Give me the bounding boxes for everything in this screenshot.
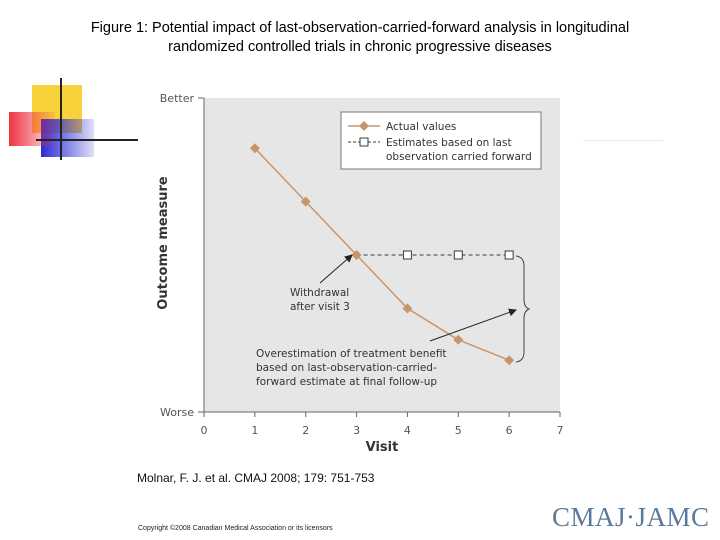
y-tick-label: Worse — [160, 406, 194, 419]
annotation-overestimation-line-1: Overestimation of treatment benefit — [256, 348, 447, 360]
estimate-point — [505, 251, 513, 259]
annotation-withdrawal-line-2: after visit 3 — [290, 301, 350, 313]
legend-label-estimate-line-1: Estimates based on last — [386, 137, 512, 149]
copyright-notice: Copyright ©2008 Canadian Medical Association or its licensors — [138, 525, 333, 532]
figure-title-line-1: Figure 1: Potential impact of last-observation-carried-forward analysis in longitudinal — [90, 20, 630, 36]
y-tick-label: Better — [159, 92, 194, 105]
legend-label-estimate-line-2: observation carried forward — [386, 151, 532, 163]
estimate-point — [403, 251, 411, 259]
x-tick-label: 6 — [505, 424, 513, 437]
estimate-point — [454, 251, 462, 259]
x-tick-label: 0 — [200, 424, 208, 437]
x-tick-label: 2 — [302, 424, 310, 437]
legend — [341, 112, 541, 169]
legend-marker-estimate — [360, 138, 368, 146]
x-tick-label: 3 — [353, 424, 361, 437]
annotation-withdrawal-line-1: Withdrawal — [290, 287, 350, 299]
x-tick-label: 7 — [556, 424, 564, 437]
y-axis-label: Outcome measure — [156, 176, 171, 310]
citation: Molnar, F. J. et al. CMAJ 2008; 179: 751-753 — [137, 471, 375, 485]
cmaj-jamc-logo: CMAJ·JAMC — [552, 502, 710, 532]
annotation-overestimation-line-2: based on last-observation-carried- — [256, 362, 437, 374]
figure-title-line-2: randomized controlled trials in chronic progressive diseases — [168, 39, 552, 55]
legend-label-actual: Actual values — [386, 121, 457, 133]
annotation-overestimation-line-3: forward estimate at final follow-up — [256, 376, 438, 388]
x-tick-label: 5 — [454, 424, 462, 437]
x-tick-label: 1 — [251, 424, 259, 437]
x-tick-label: 4 — [403, 424, 411, 437]
x-axis-label: Visit — [365, 440, 399, 455]
